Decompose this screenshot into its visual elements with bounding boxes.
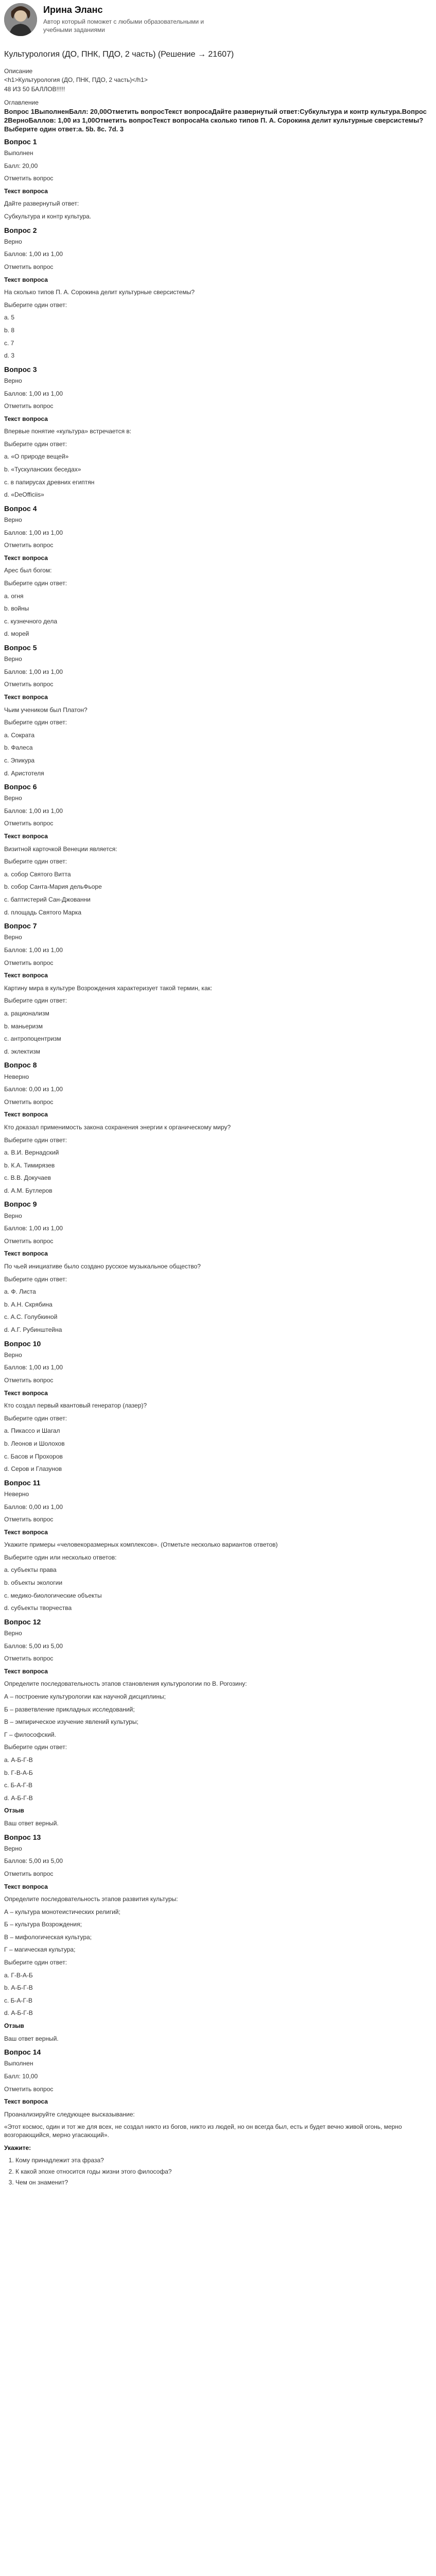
flag-question-link[interactable]: Отметить вопрос <box>4 402 54 410</box>
answer-option[interactable]: b. Фалеса <box>4 744 33 752</box>
question-text-label: Текст вопроса <box>4 1111 48 1118</box>
question-status: Верно <box>4 1351 22 1359</box>
flag-question-link[interactable]: Отметить вопрос <box>4 1655 54 1663</box>
question-score: Баллов: 1,00 из 1,00 <box>4 529 63 536</box>
question-text-label: Текст вопроса <box>4 693 48 701</box>
question-score: Баллов: 1,00 из 1,00 <box>4 1225 63 1232</box>
question-prompt: Определите последовательность этапов развития культуры: <box>4 1895 178 1903</box>
answer-option[interactable]: b. К.А. Тимирязев <box>4 1161 55 1169</box>
question-status: Верно <box>4 1844 22 1852</box>
question-title: Вопрос 13 <box>4 1833 41 1841</box>
question-title: Вопрос 8 <box>4 1061 37 1070</box>
author-card <box>4 3 432 36</box>
question-score: Баллов: 0,00 из 1,00 <box>4 1503 63 1511</box>
question-status: Неверно <box>4 1073 29 1080</box>
answer-option[interactable]: d. Аристотеля <box>4 769 44 777</box>
answer-option[interactable]: a. огня <box>4 592 24 600</box>
answer-option[interactable]: b. маньеризм <box>4 1022 43 1030</box>
question-score: Баллов: 1,00 из 1,00 <box>4 946 63 954</box>
answer-option[interactable]: d. Серов и Глазунов <box>4 1465 62 1473</box>
answer-option[interactable]: c. В.В. Докучаев <box>4 1174 51 1182</box>
question-title: Вопрос 12 <box>4 1617 41 1626</box>
question-score: Баллов: 1,00 из 1,00 <box>4 668 63 675</box>
answer-option[interactable]: d. А-Б-Г-В <box>4 1794 33 1802</box>
question-body-line: В – мифологическая культура; <box>4 1933 92 1941</box>
toc-label: Оглавление <box>4 98 39 106</box>
author-name[interactable]: Ирина Эланс <box>43 5 103 15</box>
question-block <box>4 504 432 638</box>
answer-option[interactable]: c. Басов и Прохоров <box>4 1452 63 1460</box>
answer-option[interactable]: d. 3 <box>4 352 15 360</box>
question-block <box>4 1478 432 1613</box>
flag-question-link[interactable]: Отметить вопрос <box>4 1516 54 1523</box>
answer-instruction: Выберите один ответ: <box>4 301 67 309</box>
question-text-label: Текст вопроса <box>4 187 48 195</box>
answer-instruction: Выберите один ответ: <box>4 1743 67 1751</box>
question-text-label: Текст вопроса <box>4 833 48 840</box>
question-title: Вопрос 6 <box>4 783 37 791</box>
question-body-line: Г – магическая культура; <box>4 1946 76 1954</box>
question-prompt: По чьей инициативе было создано русское музыкальное общество? <box>4 1263 201 1270</box>
answer-instruction: Выберите один ответ: <box>4 1414 67 1422</box>
answer-option[interactable]: a. В.И. Вернадский <box>4 1149 59 1157</box>
question-prompt: Кто создал первый квантовый генератор (лазер)? <box>4 1402 147 1410</box>
question-text-label: Текст вопроса <box>4 1389 48 1397</box>
question-block <box>4 137 432 221</box>
question-text-label: Текст вопроса <box>4 415 48 422</box>
question-text-label: Текст вопроса <box>4 1528 48 1536</box>
list-item: 2. К какой эпохе относится годы жизни этого философа? <box>15 2168 432 2176</box>
flag-question-link[interactable]: Отметить вопрос <box>4 1870 54 1877</box>
author-description: Автор который поможет с любыми образовательными и учебными заданиями <box>43 18 204 33</box>
question-score: Баллов: 0,00 из 1,00 <box>4 1086 63 1093</box>
question-block <box>4 1833 432 2043</box>
toc-summary: Вопрос 1ВыполненБалл: 20,00Отметить вопросТекст вопросаДайте развернутый ответ:Субкультура и контр культура.Вопрос 2ВерноБаллов: 1,00 из 1,00Отметить вопросТекст вопросаНа сколько типов П. А. Сорокина делит культурные сверсистемы?Выберите один ответ:a. 5b. 8c. 7d. 3 <box>4 108 427 133</box>
answer-option[interactable]: a. рационализм <box>4 1009 49 1017</box>
question-prompt: Дайте развернутый ответ: <box>4 200 79 208</box>
answer-option[interactable]: c. А.С. Голубкиной <box>4 1313 58 1321</box>
answer-option[interactable]: c. Б-А-Г-В <box>4 1996 33 2004</box>
answer-option[interactable]: b. 8 <box>4 326 15 334</box>
answer-instruction: Выберите один ответ: <box>4 1275 67 1283</box>
question-block <box>4 1617 432 1828</box>
answer-option[interactable]: d. площадь Святого Марка <box>4 908 82 916</box>
question-status: Верно <box>4 655 22 663</box>
question-text-label: Текст вопроса <box>4 2098 48 2106</box>
answer-option[interactable]: a. «О природе вещей» <box>4 453 69 461</box>
question-prompt: Визитной карточкой Венеции является: <box>4 845 117 853</box>
answer-option[interactable]: d. эклектизм <box>4 1047 40 1055</box>
list-item: 1. Кому принадлежит эта фраза? <box>15 2157 432 2165</box>
question-text-label: Текст вопроса <box>4 1883 48 1890</box>
question-status: Верно <box>4 1212 22 1219</box>
flag-question-link[interactable]: Отметить вопрос <box>4 175 54 182</box>
answer-option[interactable]: d. «DeOfficiis» <box>4 491 44 499</box>
answer-option[interactable]: b. Леонов и Шолохов <box>4 1439 65 1447</box>
answer-instruction: Выберите один ответ: <box>4 580 67 587</box>
answer-option[interactable]: d. морей <box>4 630 29 638</box>
question-body-line: А – построение культурологии как научной дисциплины; <box>4 1693 166 1700</box>
answer-option[interactable]: d. субъекты творчества <box>4 1604 72 1612</box>
answer-instruction: Укажите: <box>4 2144 31 2151</box>
answer-instruction: Выберите один ответ: <box>4 1136 67 1144</box>
question-title: Вопрос 11 <box>4 1478 41 1487</box>
list-item: 3. Чем он знаменит? <box>15 2179 432 2187</box>
answer-option[interactable]: c. кузнечного дела <box>4 617 58 625</box>
question-body-line: А – культура монотеистических религий; <box>4 1908 120 1916</box>
flag-question-link[interactable]: Отметить вопрос <box>4 1098 54 1106</box>
question-prompt: Картину мира в культуре Возрождения характеризует такой термин, как: <box>4 984 213 992</box>
question-score: Баллов: 1,00 из 1,00 <box>4 1364 63 1371</box>
answer-option[interactable]: b. А.Н. Скрябина <box>4 1300 53 1308</box>
answer-instruction: Выберите один ответ: <box>4 440 67 448</box>
question-block <box>4 226 432 360</box>
answer-option[interactable]: d. А-Б-Г-В <box>4 2009 33 2017</box>
question-status: Верно <box>4 794 22 802</box>
question-prompt: Определите последовательность этапов становления культурологии по В. Рогозину: <box>4 1680 247 1688</box>
question-text-label: Текст вопроса <box>4 1250 48 1258</box>
flag-question-link[interactable]: Отметить вопрос <box>4 820 54 827</box>
description-line-2: 48 ИЗ 50 БАЛЛОВ!!!!! <box>4 85 65 93</box>
answer-option[interactable]: c. 7 <box>4 339 14 347</box>
document-title: Культурология (ДО, ПНК, ПДО, 2 часть) (Решение → 21607) <box>4 50 234 59</box>
question-list <box>4 137 432 2187</box>
question-status: Верно <box>4 238 22 245</box>
flag-question-link[interactable]: Отметить вопрос <box>4 1237 54 1245</box>
avatar-photo-icon <box>4 3 37 36</box>
question-text-label: Текст вопроса <box>4 972 48 979</box>
question-score: Баллов: 5,00 из 5,00 <box>4 1642 63 1650</box>
question-prompt: Кто доказал применимость закона сохранения энергии к органическому миру? <box>4 1123 231 1131</box>
question-text-label: Текст вопроса <box>4 276 48 283</box>
question-score: Баллов: 1,00 из 1,00 <box>4 250 63 258</box>
answer-option[interactable]: a. Г-В-А-Б <box>4 1971 33 1979</box>
description-line-1: <h1>Культурология (ДО, ПНК, ПДО, 2 часть)</h1> <box>4 76 148 84</box>
question-title: Вопрос 7 <box>4 922 37 930</box>
question-text-label: Текст вопроса <box>4 554 48 562</box>
question-block <box>4 921 432 1056</box>
answer-instruction: Выберите один ответ: <box>4 858 67 866</box>
question-prompt: Арес был богом: <box>4 567 52 574</box>
question-title: Вопрос 10 <box>4 1339 41 1348</box>
question-title: Вопрос 3 <box>4 365 37 374</box>
flag-question-link[interactable]: Отметить вопрос <box>4 1376 54 1384</box>
question-score: Баллов: 1,00 из 1,00 <box>4 389 63 397</box>
answer-option[interactable]: d. А.М. Бутлеров <box>4 1187 53 1194</box>
answer-option[interactable]: c. в папирусах древних египтян <box>4 478 95 486</box>
question-status: Выполнен <box>4 149 33 157</box>
question-score: Баллов: 1,00 из 1,00 <box>4 807 63 815</box>
answer-option[interactable]: b. А-Б-Г-В <box>4 1984 33 1992</box>
question-status: Верно <box>4 516 22 524</box>
answer-option[interactable]: c. баптистерий Сан-Джованни <box>4 896 91 904</box>
answer-option[interactable]: c. Эпикура <box>4 756 35 764</box>
answer-option[interactable]: a. субъекты права <box>4 1566 57 1574</box>
question-block <box>4 643 432 777</box>
question-title: Вопрос 1 <box>4 137 37 146</box>
question-prompt: Впервые понятие «культура» встречается в: <box>4 428 132 435</box>
flag-question-link[interactable]: Отметить вопрос <box>4 681 54 688</box>
author-info <box>43 3 208 35</box>
feedback-label: Отзыв <box>4 1807 24 1815</box>
answer-option[interactable]: a. А-Б-Г-В <box>4 1756 33 1764</box>
author-avatar[interactable] <box>4 3 37 36</box>
question-status: Верно <box>4 934 22 941</box>
question-prompt: Укажите примеры «человекоразмерных комплексов». (Отметьте несколько вариантов ответов) <box>4 1541 278 1549</box>
answer-instruction: Выберите один ответ: <box>4 1959 67 1967</box>
question-body-line: Г – философский. <box>4 1731 56 1738</box>
question-prompt: Проанализируйте следующее высказывание: <box>4 2110 135 2118</box>
question-title: Вопрос 4 <box>4 504 37 513</box>
feedback-label: Отзыв <box>4 2022 24 2030</box>
question-body-line: Б – культура Возрождения; <box>4 1921 82 1928</box>
answer-option[interactable]: a. 5 <box>4 314 15 321</box>
answer-option[interactable]: a. Сократа <box>4 731 35 739</box>
question-title: Вопрос 2 <box>4 226 37 234</box>
question-body-line: «Этот космос, один и тот же для всех, не создал никто из богов, никто из людей, но он всегда был, есть и будет вечно живой огонь, мерно возгорающийся, мерно угасающий». <box>4 2123 402 2139</box>
question-body-line: Б – разветвление прикладных исследований; <box>4 1705 135 1713</box>
answer-option[interactable]: d. А.Г. Рубинштейна <box>4 1326 62 1333</box>
answer-option[interactable]: b. войны <box>4 605 29 613</box>
answer-instruction: Выберите один ответ: <box>4 719 67 726</box>
question-block <box>4 2047 432 2187</box>
question-score: Балл: 10,00 <box>4 2073 38 2080</box>
description-label: Описание <box>4 67 33 75</box>
question-body-line: В – эмпирическое изучение явлений культуры; <box>4 1718 138 1726</box>
question-status: Верно <box>4 1630 22 1637</box>
flag-question-link[interactable]: Отметить вопрос <box>4 2085 54 2093</box>
feedback-text: Ваш ответ верный. <box>4 1819 59 1827</box>
question-body-line: Субкультура и контр культура. <box>4 213 92 220</box>
question-prompt: Чьим учеником был Платон? <box>4 706 88 714</box>
answer-option[interactable]: c. Б-А-Г-В <box>4 1782 33 1789</box>
question-block <box>4 1339 432 1473</box>
flag-question-link[interactable]: Отметить вопрос <box>4 959 54 967</box>
question-block <box>4 1199 432 1334</box>
answer-option[interactable]: b. объекты экологии <box>4 1579 63 1587</box>
question-title: Вопрос 5 <box>4 643 37 652</box>
question-status: Верно <box>4 377 22 384</box>
question-block <box>4 1060 432 1195</box>
question-status: Неверно <box>4 1490 29 1498</box>
answer-option[interactable]: b. Г-В-А-Б <box>4 1769 33 1776</box>
answer-option[interactable]: b. «Тускуланских беседах» <box>4 466 81 473</box>
question-title: Вопрос 14 <box>4 2048 41 2057</box>
answer-option[interactable]: c. антропоцентризм <box>4 1035 61 1043</box>
question-score: Балл: 20,00 <box>4 162 38 170</box>
flag-question-link[interactable]: Отметить вопрос <box>4 263 54 270</box>
question-block <box>4 782 432 917</box>
answer-option[interactable]: a. собор Святого Витта <box>4 870 71 878</box>
question-subitems <box>4 2157 432 2187</box>
feedback-text: Ваш ответ верный. <box>4 2035 59 2042</box>
question-status: Выполнен <box>4 2060 33 2067</box>
flag-question-link[interactable]: Отметить вопрос <box>4 541 54 549</box>
answer-option[interactable]: a. Ф. Листа <box>4 1288 36 1296</box>
answer-option[interactable]: b. собор Санта-Мария дельФьоре <box>4 883 102 891</box>
question-block <box>4 365 432 499</box>
answer-option[interactable]: a. Пикассо и Шагал <box>4 1427 60 1435</box>
answer-instruction: Выберите один ответ: <box>4 997 67 1005</box>
question-text-label: Текст вопроса <box>4 1667 48 1675</box>
question-title: Вопрос 9 <box>4 1200 37 1209</box>
question-score: Баллов: 5,00 из 5,00 <box>4 1857 63 1865</box>
question-prompt: На сколько типов П. А. Сорокина делит культурные сверсистемы? <box>4 289 195 296</box>
answer-option[interactable]: c. медико-биологические объекты <box>4 1591 102 1599</box>
answer-instruction: Выберите один или несколько ответов: <box>4 1553 117 1561</box>
